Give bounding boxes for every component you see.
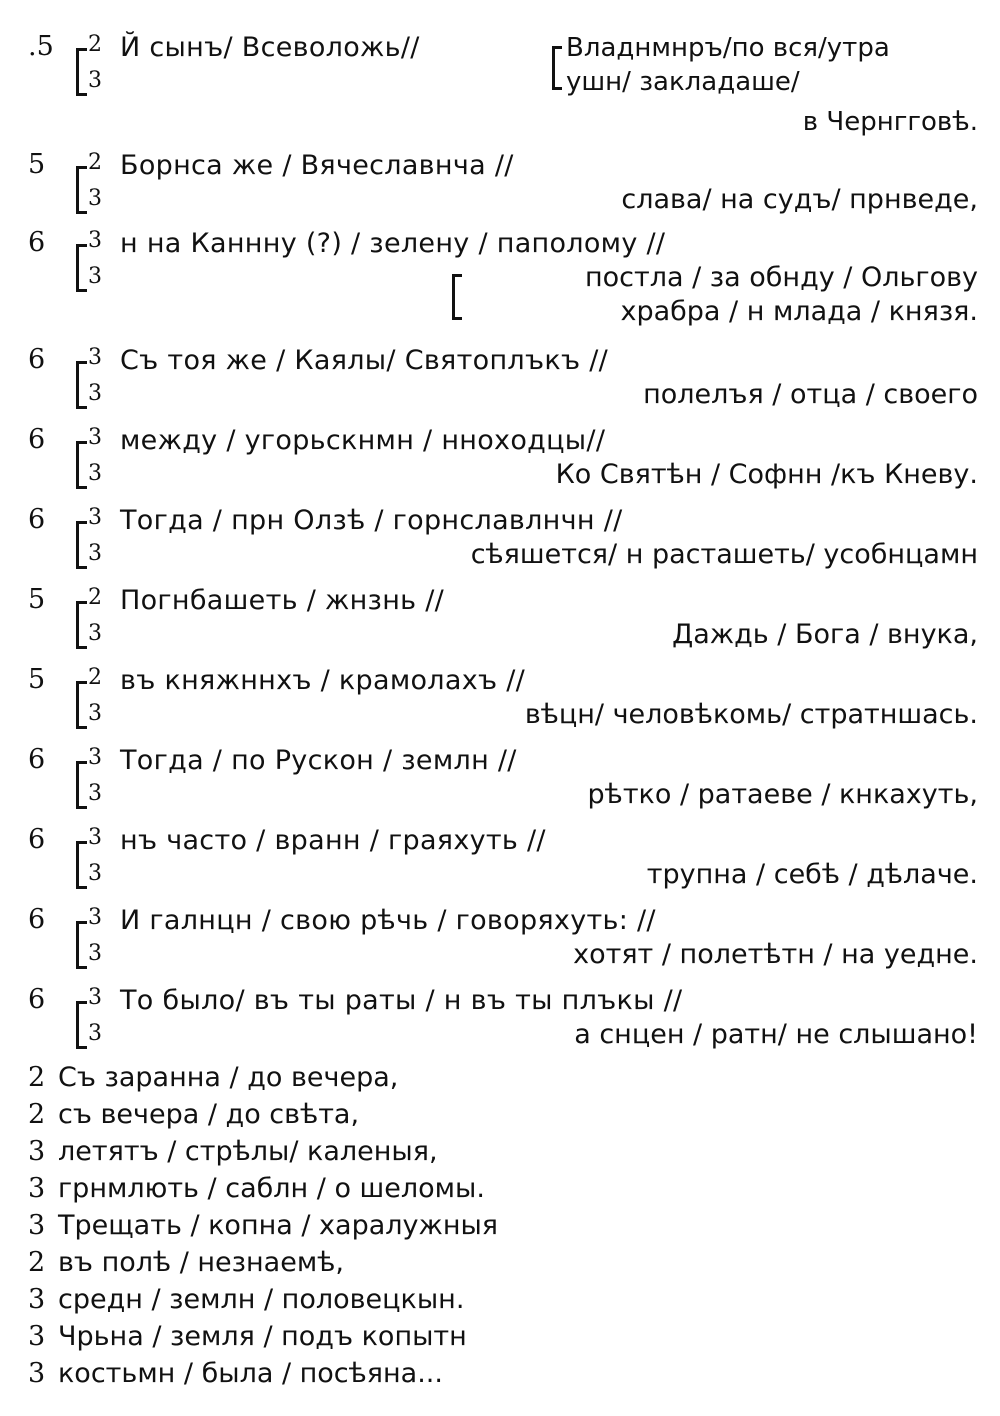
bracket <box>76 921 87 969</box>
bracket <box>76 441 87 489</box>
stress-count-top: 3 <box>88 425 102 450</box>
verse-line: Съ тоя же / Каялы/ Святоплъкъ // <box>120 345 608 376</box>
verse-line: Й сынъ/ Всеволожь// <box>120 32 420 63</box>
stress-count-bottom: 3 <box>88 941 102 966</box>
syllable-count: 6 <box>28 344 46 375</box>
stanza <box>0 505 1000 575</box>
stress-count-top: 3 <box>88 905 102 930</box>
bracket <box>452 274 462 320</box>
syllable-count: 3 <box>28 1358 46 1389</box>
verse-line: ушн/ закладаше/ <box>566 67 800 97</box>
syllable-count: 2 <box>28 1099 46 1130</box>
verse-row <box>28 1136 988 1167</box>
bracket <box>76 601 87 649</box>
verse-line: Съ заранна / до вечера, <box>58 1062 399 1093</box>
syllable-count: 2 <box>28 1247 46 1278</box>
verse-line: храбра / н млада / князя. <box>620 296 978 327</box>
verse-line: а снцен / ратн/ не слышано! <box>574 1019 978 1050</box>
verse-line: трупна / себѣ / дѣлаче. <box>646 859 978 890</box>
verse-row <box>28 1062 988 1093</box>
bracket <box>76 841 87 889</box>
verse-line: хотят / полетѣтн / на уедне. <box>573 939 978 970</box>
bracket <box>76 1001 87 1049</box>
stanza <box>0 150 1000 220</box>
stress-count-top: 2 <box>88 150 102 175</box>
verse-line: И галнцн / свою рѣчь / говоряхуть: // <box>120 905 656 936</box>
verse-line: Даждь / Бога / внука, <box>672 619 978 650</box>
verse-line: н на Каннну (?) / зелену / паполому // <box>120 228 666 259</box>
verse-line: Тогда / по Рускон / землн // <box>120 745 517 776</box>
syllable-count: 6 <box>28 227 46 258</box>
stanza <box>0 32 1000 142</box>
verse-line: полелъя / отца / своего <box>643 379 978 410</box>
stanza <box>0 745 1000 815</box>
stress-count-bottom: 3 <box>88 541 102 566</box>
bracket <box>76 761 87 809</box>
stress-count-top: 2 <box>88 665 102 690</box>
verse-line: въ княжннхъ / крамолахъ // <box>120 665 526 696</box>
verse-line: Тогда / прн Олзѣ / горнславлнчн // <box>120 505 623 536</box>
verse-row <box>28 1321 988 1352</box>
stress-count-bottom: 3 <box>88 1021 102 1046</box>
bracket <box>76 48 87 96</box>
stanza <box>0 228 1000 338</box>
stanza <box>0 825 1000 895</box>
verse-line: костьмн / была / посѣяна... <box>58 1358 443 1389</box>
bracket <box>76 681 87 729</box>
verse-line: Трещать / копна / харалужныя <box>58 1210 499 1241</box>
verse-line: Ко Святѣн / Софнн /къ Кневу. <box>555 459 978 490</box>
syllable-count: 6 <box>28 744 46 775</box>
verse-line: в Чернгговѣ. <box>802 107 978 137</box>
verse-line: Чрьна / земля / подъ копытн <box>58 1321 467 1352</box>
verse-row <box>28 1173 988 1204</box>
verse-line: летятъ / стрѣлы/ каленыя, <box>58 1136 438 1167</box>
verse-line: То было/ въ ты раты / н въ ты плъкы // <box>120 985 683 1016</box>
verse-line: въ полѣ / незнаемѣ, <box>58 1247 344 1278</box>
stress-count-top: 2 <box>88 585 102 610</box>
stress-count-top: 3 <box>88 505 102 530</box>
verse-line: сѣяшется/ н расташеть/ усобнцамн <box>470 539 978 570</box>
stress-count-bottom: 3 <box>88 861 102 886</box>
verse-line: нъ часто / вранн / граяхуть // <box>120 825 546 856</box>
verse-row <box>28 1247 988 1278</box>
syllable-count: 2 <box>28 1062 46 1093</box>
syllable-count: 3 <box>28 1210 46 1241</box>
stanza <box>0 425 1000 495</box>
syllable-count: 3 <box>28 1173 46 1204</box>
syllable-count: 5 <box>28 149 46 180</box>
stress-count-bottom: 3 <box>88 461 102 486</box>
stanza <box>0 345 1000 415</box>
syllable-count: 3 <box>28 1284 46 1315</box>
verse-line: Владнмнръ/по вся/утра <box>566 33 890 63</box>
stress-count-bottom: 3 <box>88 381 102 406</box>
syllable-count: 6 <box>28 504 46 535</box>
stress-count-bottom: 3 <box>88 621 102 646</box>
stress-count-top: 3 <box>88 825 102 850</box>
syllable-count: 6 <box>28 824 46 855</box>
verse-line: между / угорьскнмн / нноходцы// <box>120 425 606 456</box>
stress-count-bottom: 3 <box>88 186 102 211</box>
syllable-count: 6 <box>28 904 46 935</box>
syllable-count: 5 <box>28 664 46 695</box>
stress-count-bottom: 3 <box>88 264 102 289</box>
stress-count-bottom: 3 <box>88 68 102 93</box>
stress-count-top: 3 <box>88 985 102 1010</box>
syllable-count: 5 <box>28 584 46 615</box>
syllable-count: 3 <box>28 1136 46 1167</box>
verse-row <box>28 1358 988 1389</box>
verse-row <box>28 1284 988 1315</box>
stress-count-bottom: 3 <box>88 701 102 726</box>
bracket <box>76 361 87 409</box>
verse-line: слава/ на судъ/ прнведе, <box>621 184 978 215</box>
verse-line: Погнбашеть / жнзнь // <box>120 585 445 616</box>
stress-count-bottom: 3 <box>88 781 102 806</box>
syllable-count: .5 <box>28 31 54 62</box>
bracket <box>552 46 562 90</box>
verse-line: постла / за обнду / Ольгову <box>584 262 978 293</box>
verse-row <box>28 1210 988 1241</box>
stanza <box>0 905 1000 975</box>
stress-count-top: 3 <box>88 345 102 370</box>
syllable-count: 3 <box>28 1321 46 1352</box>
bracket <box>76 521 87 569</box>
verse-line: рѣтко / ратаеве / кнкахуть, <box>587 779 978 810</box>
stanza <box>0 985 1000 1055</box>
verse-line: грнмлють / саблн / о шеломы. <box>58 1173 485 1204</box>
stress-count-top: 2 <box>88 32 102 57</box>
stanza <box>0 665 1000 735</box>
bracket <box>76 166 87 214</box>
syllable-count: 6 <box>28 424 46 455</box>
verse-line: съ вечера / до свѣта, <box>58 1099 360 1130</box>
verse-line: Борнса же / Вячеславнча // <box>120 150 514 181</box>
verse-line: вѣцн/ человѣкомь/ стратншась. <box>524 699 978 730</box>
stress-count-top: 3 <box>88 228 102 253</box>
syllable-count: 6 <box>28 984 46 1015</box>
verse-line: средн / землн / половецкын. <box>58 1284 465 1315</box>
bracket <box>76 244 87 292</box>
verse-row <box>28 1099 988 1130</box>
stress-count-top: 3 <box>88 745 102 770</box>
stanza <box>0 585 1000 655</box>
